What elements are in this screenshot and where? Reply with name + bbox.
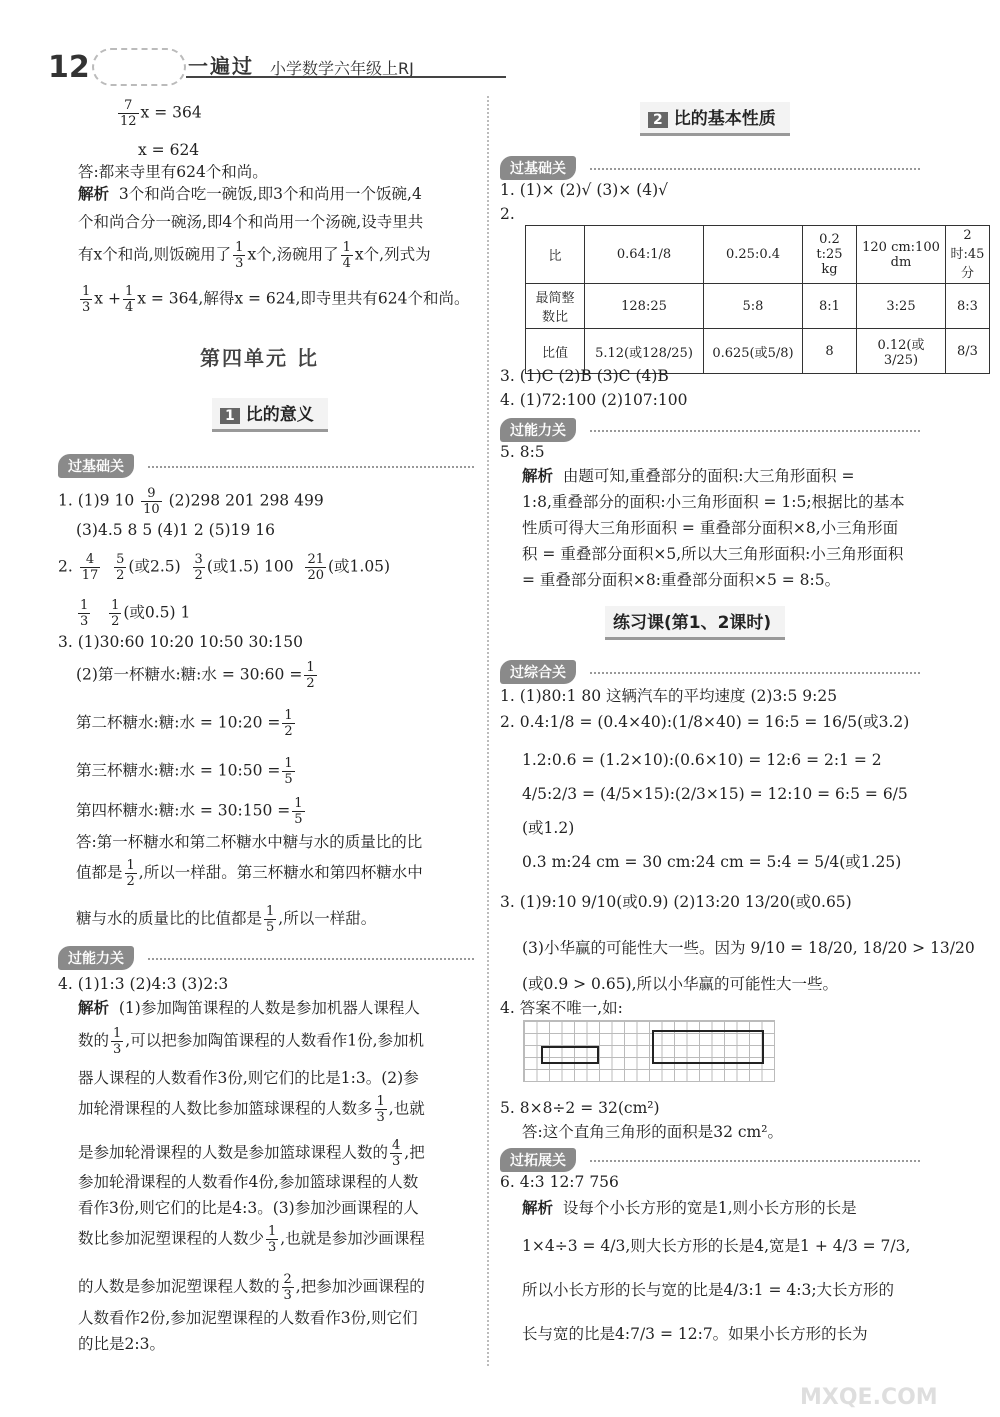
small-rectangle <box>541 1046 599 1064</box>
subject-label: 小学数学六年级上RJ <box>270 59 414 78</box>
table-cell: 3:25 <box>857 284 946 329</box>
analysis-line: $\frac{1}{3}$ x + $\frac{1}{4}$ x = 364,解得x = 624,即寺里共有624个和尚。 <box>82 284 470 315</box>
answer-line: 3. (1)9:10 9/10(或0.9) (2)13:20 13/20(或0.65) <box>500 893 852 911</box>
ability-tag: 过能力关 <box>500 418 920 442</box>
analysis-line: 解析 3个和尚合吃一碗饭,即3个和尚用一个饭碗,4 <box>78 185 422 203</box>
section-title: 2 比的基本性质 <box>640 102 790 136</box>
answer-line: 0.3 m:24 cm = 30 cm:24 cm = 5:4 = 5/4(或1.25) <box>522 853 902 871</box>
table-cell: 8 <box>803 329 857 374</box>
analysis-line: 是参加轮滑课程的人数是参加篮球课程人数的 $\frac{4}{3}$ ,把 <box>78 1138 425 1169</box>
header-rule <box>186 76 506 78</box>
equation-line: x = 624 <box>138 141 200 159</box>
analysis-line: 长与宽的比是4:7/3 = 12:7。如果小长方形的长为 <box>522 1325 868 1343</box>
page-number: 12 <box>48 50 90 85</box>
page-header <box>48 48 508 88</box>
answer-line: (3)4.5 8 5 (4)1 2 (5)19 16 <box>76 521 275 539</box>
answer-line: 4. 答案不唯一,如: <box>500 999 623 1017</box>
answer-line: 糖与水的质量比的比值都是 $\frac{1}{5}$ ,所以一样甜。 <box>76 904 377 935</box>
table-cell: 5.12(或128/25) <box>585 329 704 374</box>
answer-line: (或0.9 > 0.65),所以小华赢的可能性大一些。 <box>522 975 839 993</box>
analysis-line: 解析 设每个小长方形的宽是1,则小长方形的长是 <box>522 1199 857 1217</box>
table-cell: 8/3 <box>946 329 990 374</box>
table-cell: 0.12(或3/25) <box>857 329 946 374</box>
answer-line: 2. <box>500 205 515 223</box>
table-cell: 2时:45分 <box>946 226 990 284</box>
analysis-line: 的人数是参加泥塑课程人数的 $\frac{2}{3}$ ,把参加沙画课程的 <box>78 1272 425 1303</box>
answer-line: (或1.2) <box>522 819 575 837</box>
column-divider <box>487 96 489 1366</box>
watermark: MXQE.COM <box>800 1385 938 1410</box>
analysis-line: 参加轮滑课程的人数看作4份,参加篮球课程的人数 <box>78 1173 419 1191</box>
analysis-line: 的比是2:3。 <box>78 1335 165 1353</box>
answer-line: 第三杯糖水:糖:水 = 10:50 = $\frac{1}{5}$ <box>76 756 293 787</box>
table-cell: 0.625(或5/8) <box>704 329 803 374</box>
answer-line: 3. (1)30:60 10:20 10:50 30:150 <box>58 633 303 651</box>
answer-line: 第四杯糖水:糖:水 = 30:150 = $\frac{1}{5}$ <box>76 796 303 827</box>
answer-line: 值都是 $\frac{1}{2}$ ,所以一样甜。第三杯糖水和第四杯糖水中 <box>76 858 423 889</box>
table-cell: 0.25:0.4 <box>704 226 803 284</box>
table-cell: 0.2 t:25 kg <box>803 226 857 284</box>
analysis-line: 加轮滑课程的人数比参加篮球课程的人数多 $\frac{1}{3}$ ,也就 <box>78 1094 425 1125</box>
answer-line: 1. (1)80:1 80 这辆汽车的平均速度 (2)3:5 9:25 <box>500 687 838 705</box>
analysis-line: 积 = 重叠部分面积×5,所以大三角形面积:小三角形面积 <box>522 545 904 563</box>
analysis-line: 个和尚合分一碗汤,即4个和尚用一个汤碗,设寺里共 <box>78 213 424 231</box>
analysis-line: 数的 $\frac{1}{3}$ ,可以把参加陶笛课程的人数看作1份,参加机 <box>78 1026 425 1057</box>
practice-tag: 过综合关 <box>500 660 920 684</box>
answer-line: 5. 8×8÷2 = 32(cm²) <box>500 1099 660 1117</box>
ratio-table <box>525 225 990 374</box>
equation-line: $\frac{7}{12}$ x = 364 <box>120 98 202 129</box>
table-cell: 5:8 <box>704 284 803 329</box>
answer-line: 1. (1)× (2)√ (3)× (4)√ <box>500 181 669 199</box>
answer-line: 4. (1)1:3 (2)4:3 (3)2:3 <box>58 975 229 993</box>
analysis-line: 人数看作2份,参加泥塑课程的人数看作3份,则它们 <box>78 1309 418 1327</box>
unit-title: 第四单元 比 <box>200 346 319 370</box>
brand-logo: 一遍过 <box>188 54 254 78</box>
extend-tag: 过拓展关 <box>500 1148 920 1172</box>
answer-line: 3. (1)C (2)B (3)C (4)B <box>500 367 669 385</box>
analysis-line: 性质可得大三角形面积 = 重叠部分面积×8,小三角形面 <box>522 519 899 537</box>
answer-line: 2. 0.4:1/8 = (0.4×40):(1/8×40) = 16:5 = 16/5(或3.2) <box>500 713 910 731</box>
analysis-line: 看作3份,则它们的比是4:3。(3)参加沙画课程的人 <box>78 1199 419 1217</box>
ability-tag: 过能力关 <box>58 946 474 970</box>
answer-line: 6. 4:3 12:7 756 <box>500 1173 619 1191</box>
answer-line: 2. $\frac{4}{17}$ $\frac{5}{2}$ (或2.5) $\frac{3}{2}$ (或1.5) 100 $\frac{21}{20}$ (或1.05) <box>58 552 391 583</box>
analysis-line: 器人课程的人数看作3份,则它们的比是1:3。(2)参 <box>78 1069 419 1087</box>
analysis-line: 有x个和尚,则饭碗用了 $\frac{1}{3}$ x个,汤碗用了 $\frac{1}{4}$ x个,列式为 <box>78 240 431 271</box>
answer-line: (3)小华赢的可能性大一些。因为 9/10 = 18/20, 18/20 > 13/20 <box>522 939 975 957</box>
analysis-line: 解析 (1)参加陶笛课程的人数是参加机器人课程人 <box>78 999 420 1017</box>
answer-line: 答:都来寺里有624个和尚。 <box>78 163 268 181</box>
table-cell: 0.64:1/8 <box>585 226 704 284</box>
answer-line: 5. 8:5 <box>500 443 545 461</box>
answer-line: 4/5:2/3 = (4/5×15):(2/3×15) = 12:10 = 6:5 = 6/5 <box>522 785 908 803</box>
analysis-line: 1×4÷3 = 4/3,则大长方形的长是4,宽是1 + 4/3 = 7/3, <box>522 1237 911 1255</box>
row-label: 最简整数比 <box>526 284 585 329</box>
section-title: 1 比的意义 <box>212 398 328 432</box>
table-cell: 8:3 <box>946 284 990 329</box>
large-rectangle <box>652 1030 764 1064</box>
answer-line: 第二杯糖水:糖:水 = 10:20 = $\frac{1}{2}$ <box>76 708 293 739</box>
answer-line: (2)第一杯糖水:糖:水 = 30:60 = $\frac{1}{2}$ <box>76 660 315 691</box>
answer-line: 答:第一杯糖水和第二杯糖水中糖与水的质量比的比 <box>76 833 423 851</box>
row-label: 比 <box>526 226 585 284</box>
answer-line: 答:这个直角三角形的面积是32 cm²。 <box>522 1123 783 1141</box>
analysis-line: 1:8,重叠部分的面积:小三角形面积 = 1:5;根据比的基本 <box>522 493 905 511</box>
analysis-line: 解析 由题可知,重叠部分的面积:大三角形面积 = <box>522 467 855 485</box>
basic-tag: 过基础关 <box>500 156 920 180</box>
cloud-decoration <box>92 48 186 86</box>
fraction: $\frac{7}{12}$ <box>120 98 137 129</box>
analysis-line: 所以小长方形的长与宽的比是4/3:1 = 4:3;大长方形的 <box>522 1281 895 1299</box>
lesson-title: 练习课(第1、2课时) <box>605 606 785 640</box>
row-label: 比值 <box>526 329 585 374</box>
analysis-line: = 重叠部分面积×8:重叠部分面积×5 = 8:5。 <box>522 571 841 589</box>
answer-line: $\frac{1}{3}$ $\frac{1}{2}$ (或0.5) 1 <box>80 598 191 629</box>
answer-line: 4. (1)72:100 (2)107:100 <box>500 391 688 409</box>
table-cell: 120 cm:100 dm <box>857 226 946 284</box>
analysis-line: 数比参加泥塑课程的人数少 $\frac{1}{3}$ ,也就是参加沙画课程 <box>78 1224 425 1255</box>
answer-line: 1. (1)9 10 $\frac{9}{10}$ (2)298 201 298 499 <box>58 486 324 517</box>
basic-tag: 过基础关 <box>58 454 474 478</box>
table-cell: 128:25 <box>585 284 704 329</box>
table-cell: 8:1 <box>803 284 857 329</box>
answer-line: 1.2:0.6 = (1.2×10):(0.6×10) = 12:6 = 2:1 = 2 <box>522 751 882 769</box>
